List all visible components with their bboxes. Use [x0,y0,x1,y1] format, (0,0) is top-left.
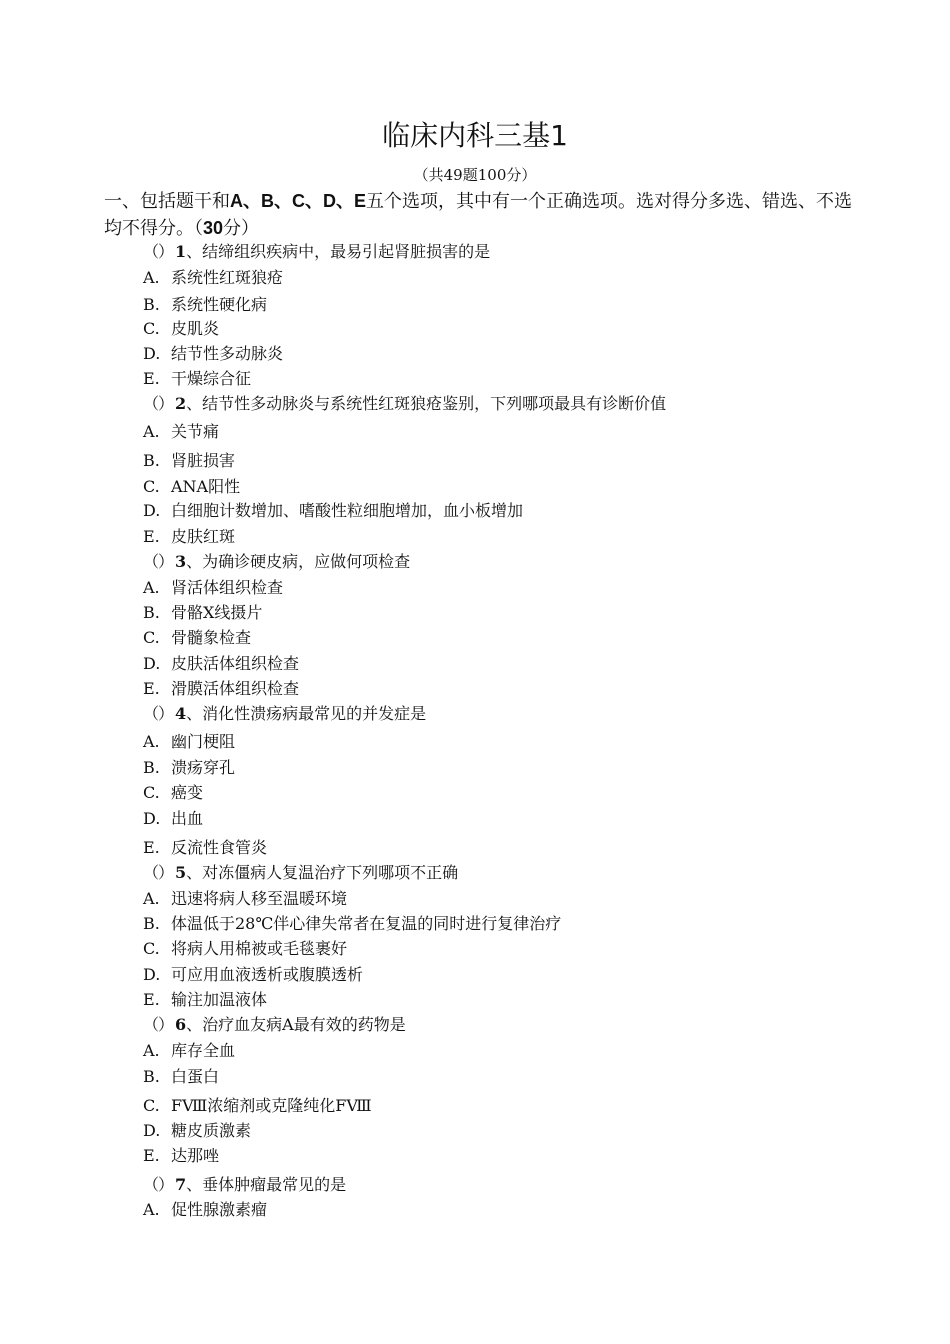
option-5d [143,964,363,986]
option-letter: D. [143,809,161,828]
question-text: 、垂体肿瘤最常见的是 [186,1175,347,1194]
answer-paren[interactable]: （） [143,242,174,261]
question-text: 、对冻僵病人复温治疗下列哪项不正确 [186,863,459,882]
question-number: 3 [175,552,187,571]
answer-paren[interactable]: （） [143,394,174,413]
option-letter: C. [143,783,160,802]
option-1b [143,294,267,316]
option-4c [143,782,203,804]
option-5a [143,888,347,910]
option-letter: B. [143,295,160,314]
option-letter: D. [143,1121,161,1140]
option-letter: D. [143,965,161,984]
option-3d [143,653,299,675]
option-letter: D. [143,501,161,520]
option-text: 骨骼X线摄片 [171,603,263,622]
answer-paren[interactable]: （） [143,863,174,882]
option-text: 达那唑 [171,1146,220,1165]
question-number: 7 [175,1175,187,1194]
option-letter: D. [143,654,161,673]
option-text: 皮肤活体组织检查 [171,654,300,673]
question-text: 、为确诊硬皮病，应做何项检查 [186,552,411,571]
option-text: 滑膜活体组织检查 [171,679,300,698]
option-text: 输注加温液体 [171,990,268,1009]
instruction-score: 30 [203,218,224,238]
option-3c [143,627,251,649]
question-number: 1 [175,242,187,261]
option-3a [143,577,283,599]
option-6d [143,1120,251,1142]
option-letter: E. [143,679,160,698]
option-1d [143,343,283,365]
instruction-letters: A、B、C、D、E [230,191,367,211]
answer-paren[interactable]: （） [143,1015,174,1034]
option-letter: D. [143,344,161,363]
option-text: 库存全血 [171,1041,236,1060]
option-2e [143,526,235,548]
section-instruction [104,188,864,242]
question-number: 6 [175,1015,187,1034]
option-letter: A. [143,732,160,751]
page-subtitle: （共49题100分） [413,166,537,184]
option-letter: B. [143,1067,160,1086]
question-6 [143,1014,406,1036]
question-number: 2 [175,394,187,413]
option-text: 促性腺激素瘤 [171,1200,268,1219]
answer-paren[interactable]: （） [143,704,174,723]
option-letter: C. [143,939,160,958]
option-text: 将病人用棉被或毛毯裹好 [171,939,348,958]
option-5e [143,989,267,1011]
option-6c [143,1095,372,1117]
option-letter: B. [143,603,160,622]
option-text: 糖皮质激素 [171,1121,252,1140]
question-5 [143,862,458,884]
question-7 [143,1174,346,1196]
option-6a [143,1040,235,1062]
option-1c [143,318,219,340]
option-letter: E. [143,369,160,388]
option-3b [143,602,262,624]
option-2b [143,450,235,472]
question-text: 、消化性溃疡病最常见的并发症是 [186,704,427,723]
option-6e [143,1145,219,1167]
option-text: 溃疡穿孔 [171,758,236,777]
option-letter: E. [143,838,160,857]
option-6b [143,1066,219,1088]
option-text: 出血 [171,809,204,828]
option-letter: C. [143,319,160,338]
question-text: 、治疗血友病A最有效的药物是 [186,1015,406,1034]
option-letter: C. [143,1096,160,1115]
option-text: 癌变 [171,783,204,802]
option-letter: B. [143,758,160,777]
option-text: 皮肤红斑 [171,527,236,546]
option-letter: E. [143,1146,160,1165]
option-text: 白细胞计数增加、嗜酸性粒细胞增加，血小板增加 [171,501,524,520]
option-letter: B. [143,914,160,933]
option-2a [143,421,219,443]
question-1 [143,241,490,263]
question-2 [143,393,666,415]
option-text: 幽门梗阻 [171,732,236,751]
option-1e [143,368,251,390]
question-number: 5 [175,863,187,882]
option-text: 肾活体组织检查 [171,578,284,597]
option-letter: C. [143,477,160,496]
option-text: 可应用血液透析或腹膜透析 [171,965,364,984]
option-text: 白蛋白 [171,1067,220,1086]
option-text: ANA阳性 [171,477,241,496]
option-text: 肾脏损害 [171,451,236,470]
option-letter: B. [143,451,160,470]
option-letter: A. [143,889,160,908]
option-3e [143,678,299,700]
option-text: 系统性硬化病 [171,295,268,314]
option-text: 迅速将病人移至温暖环境 [171,889,348,908]
question-text: 、结节性多动脉炎与系统性红斑狼疮鉴别，下列哪项最具有诊断价值 [186,394,667,413]
question-3 [143,551,410,573]
answer-paren[interactable]: （） [143,1175,174,1194]
option-text: 体温低于28℃伴心律失常者在复温的同时进行复律治疗 [171,914,562,933]
instruction-text-2: 五个选项，其中有一个正确选项。选对得分多选、错选、不选均不得分。（ [104,191,853,239]
option-letter: A. [143,578,160,597]
instruction-text-3: 分） [223,218,260,239]
option-text: 骨髓象检查 [171,628,252,647]
option-2c [143,476,240,498]
question-text: 、结缔组织疾病中，最易引起肾脏损害的是 [186,242,491,261]
page-title: 临床内科三基1 [382,119,568,152]
option-2d [143,500,523,522]
option-letter: A. [143,1041,160,1060]
option-1a [143,267,283,289]
question-4 [143,703,426,725]
option-4e [143,837,267,859]
question-number: 4 [175,704,187,723]
option-letter: E. [143,990,160,1009]
option-7a [143,1199,267,1221]
option-4a [143,731,235,753]
option-4d [143,808,203,830]
option-5b [143,913,561,935]
option-letter: C. [143,628,160,647]
option-text: 关节痛 [171,422,220,441]
option-text: 干燥综合征 [171,369,252,388]
option-5c [143,938,347,960]
option-letter: A. [143,1200,160,1219]
option-text: 系统性红斑狼疮 [171,268,284,287]
option-text: FⅧ浓缩剂或克隆纯化FⅧ [171,1096,372,1115]
option-4b [143,757,235,779]
option-letter: E. [143,527,160,546]
option-letter: A. [143,422,160,441]
option-text: 结节性多动脉炎 [171,344,284,363]
option-text: 皮肌炎 [171,319,220,338]
instruction-text-1: 一、包括题干和 [104,191,230,212]
answer-paren[interactable]: （） [143,552,174,571]
option-letter: A. [143,268,160,287]
option-text: 反流性食管炎 [171,838,268,857]
